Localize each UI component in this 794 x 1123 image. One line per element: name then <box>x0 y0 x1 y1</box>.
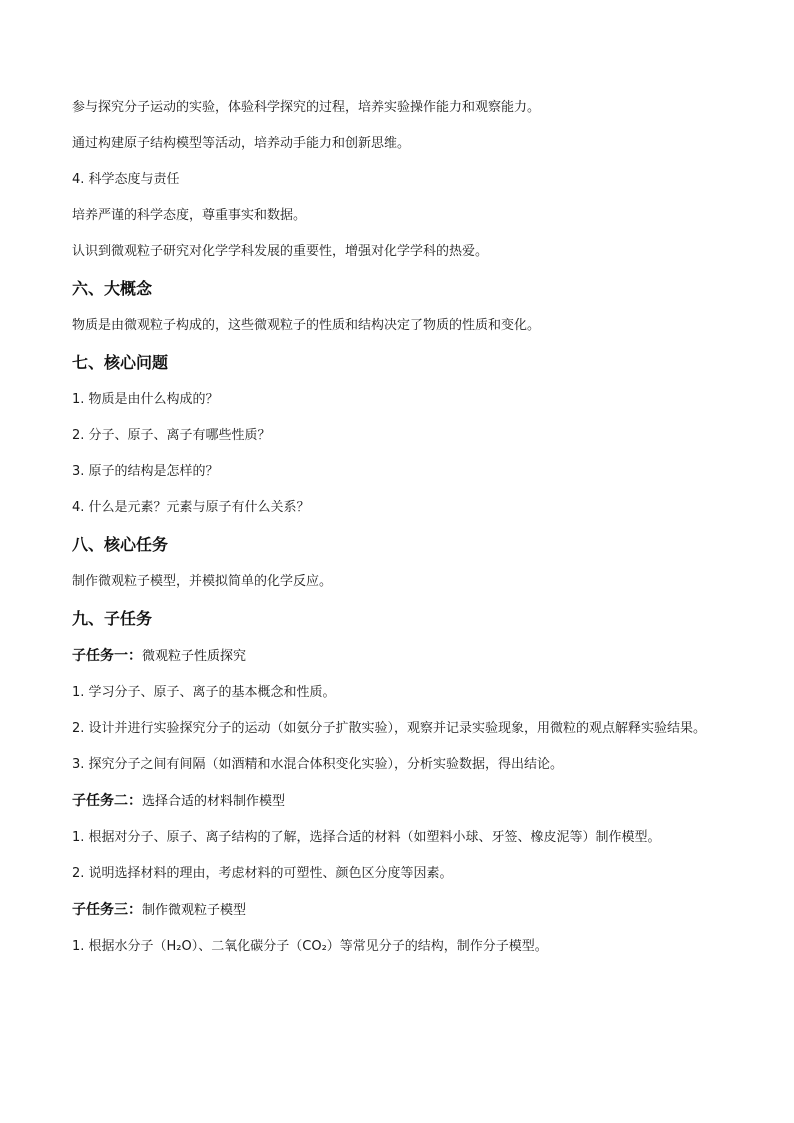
subtask-heading-title: 子任务二： <box>72 793 142 809</box>
list-item: 2. 设计并进行实验探究分子的运动（如氨分子扩散实验），观察并记录实验现象，用微粒的观点解释实验结果。 <box>72 721 707 736</box>
list-item: 4. 什么是元素？元素与原子有什么关系？ <box>72 500 310 515</box>
paragraph: 物质是由微观粒子构成的，这些微观粒子的性质和结构决定了物质的性质和变化。 <box>72 318 541 333</box>
section-heading: 九、子任务 <box>72 609 153 628</box>
list-item: 1. 学习分子、原子、离子的基本概念和性质。 <box>72 685 336 700</box>
subtask-heading-title: 子任务一： <box>72 648 142 664</box>
subtask-heading <box>72 789 724 814</box>
list-item: 1. 根据对分子、原子、离子结构的了解，选择合适的材料（如塑料小球、牙签、橡皮泥等）制作模型。 <box>72 830 661 845</box>
paragraph: 认识到微观粒子研究对化学学科发展的重要性，增强对化学学科的热爱。 <box>72 244 489 259</box>
document-content <box>72 96 724 971</box>
list-item: 4. 科学态度与责任 <box>72 172 180 187</box>
paragraph: 培养严谨的科学态度，尊重事实和数据。 <box>72 208 307 223</box>
section-heading: 八、核心任务 <box>72 535 169 554</box>
subtask-heading <box>72 898 724 923</box>
section-heading: 六、大概念 <box>72 279 153 298</box>
paragraph: 通过构建原子结构模型等活动，培养动手能力和创新思维。 <box>72 136 411 151</box>
list-item: 1. 根据水分子（H₂O）、二氧化碳分子（CO₂）等常见分子的结构，制作分子模型。 <box>72 939 548 954</box>
list-item: 3. 原子的结构是怎样的？ <box>72 464 219 479</box>
subtask-heading-subtitle: 选择合适的材料制作模型 <box>142 794 286 809</box>
list-item: 1. 物质是由什么构成的？ <box>72 392 219 407</box>
subtask-heading <box>72 644 724 669</box>
list-item: 2. 分子、原子、离子有哪些性质？ <box>72 428 271 443</box>
subtask-heading-subtitle: 制作微观粒子模型 <box>142 903 247 918</box>
subtask-heading-title: 子任务三： <box>72 902 142 918</box>
list-item: 3. 探究分子之间有间隔（如酒精和水混合体积变化实验），分析实验数据，得出结论。 <box>72 757 564 772</box>
subtask-heading-subtitle: 微观粒子性质探究 <box>142 649 247 664</box>
paragraph: 参与探究分子运动的实验，体验科学探究的过程，培养实验操作能力和观察能力。 <box>72 100 541 115</box>
section-heading: 七、核心问题 <box>72 353 169 372</box>
paragraph: 制作微观粒子模型，并模拟简单的化学反应。 <box>72 574 333 589</box>
list-item: 2. 说明选择材料的理由，考虑材料的可塑性、颜色区分度等因素。 <box>72 866 453 881</box>
